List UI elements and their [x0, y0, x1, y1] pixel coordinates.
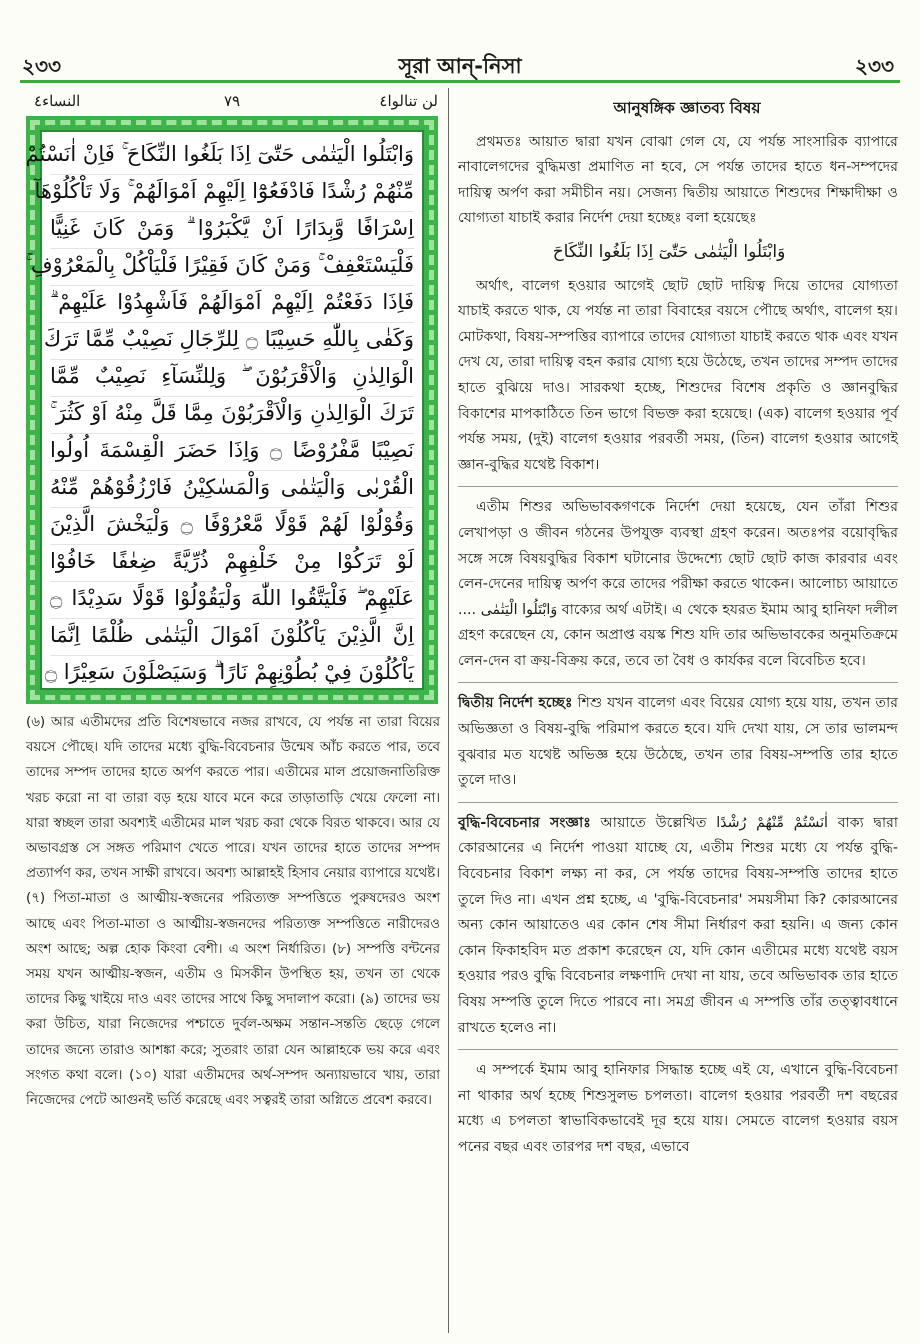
paragraph-body: আয়াতে উল্লেখিত اٰنَسْتُمْ مِّنْهُمْ رُشْدًا বাক্য দ্বারা কোরআনের এ নির্দেশ পাওয়া যাচ্ছে যে, এতীম শিশুর মধ্যে যে পর্যন্ত বুদ্ধি-বিবেচনার বিকাশ লক্ষ্য না কর, সে পর্যন্ত তাদের বিষয়-সম্পত্তি তাদের হাতে তুলে দিও না। এখন প্রশ্ন হচ্ছে, এ 'বুদ্ধি-বিবেচনার' সময়সীমা কি? কোরআনের অন্য কোন আয়াতেও এর কোন শেষ সীমা নির্ধারণ করা হয়নি। এ জন্য কোন কোন ফিকাহবিদ মত প্রকাশ করেছেন যে, যদি কোন এতীমের মধ্যে যথেষ্ট বয়স হওয়ার পরও বুদ্ধি বিবেচনার লক্ষণাদি দেখা না যায়, তবে অভিভাবক তার হাতে বিষয় সম্পত্তি তুলে দিতে পারবে না। সমগ্র জীবন এ সম্পত্তি তাঁর তত্ত্বাবধানে রাখতে হলেও না। — [458, 814, 898, 1036]
quran-line: نَصِيْبًا مَّفْرُوْضًا ۝ وَاِذَا حَضَرَ الْقِسْمَةَ اُولُوا — [50, 430, 414, 471]
juz-label: لن تنالوا٤ — [379, 92, 438, 110]
paragraph — [458, 811, 898, 1041]
quran-line: وَابْتَلُوا الْيَتٰمٰى حَتّٰىٓ اِذَا بَلَغُوا النِّكَاحَ ۚ فَاِنْ اٰنَسْتُمْ — [50, 134, 414, 175]
page-number-right: ২৩৩ — [854, 54, 894, 78]
quran-line: مِّنْهُمْ رُشْدًا فَادْفَعُوْٓا اِلَيْهِمْ اَمْوَالَهُمْ ۚ وَلَا تَاْكُلُوْهَآ — [50, 171, 414, 212]
quran-line: اِسْرَافًا وَّبِدَارًا اَنْ يَّكْبَرُوْا ۗ وَمَنْ كَانَ غَنِيًّا — [50, 208, 414, 249]
divider — [458, 802, 898, 803]
quran-line: اِنَّ الَّذِيْنَ يَاْكُلُوْنَ اَمْوَالَ الْيَتٰمٰى ظُلْمًا اِنَّمَا — [50, 615, 414, 656]
paragraph: এ সম্পর্কে ইমাম আবু হানিফার সিদ্ধান্ত হচ্ছে এই যে, এখানে বুদ্ধি-বিবেচনা না থাকার অর্থ হচ্ছে শিশুসুলভ চপলতা। বালেগ হওয়ার পরবর্তী দশ বছরের মধ্যে এ চপলতা স্বাভাবিকভাবেই দূর হয়ে যায়। সেমতে বালেগ হওয়ার বয়স পনের বছর এবং তারপর দশ বছর, এভাবে — [458, 1062, 898, 1155]
page-number-left: ২৩৩ — [22, 54, 62, 78]
quran-frame — [26, 116, 438, 704]
paragraph-lead: দ্বিতীয় নির্দেশ হচ্ছেঃ — [458, 695, 573, 712]
column-divider — [448, 88, 449, 1333]
divider — [458, 1049, 898, 1050]
paragraph: এতীম শিশুর অভিভাবকগণকে নির্দেশ দেয়া হয়েছে, যেন তাঁরা শিশুর লেখাপড়া ও জীবন গঠনের উপযুক্ত ব্যবস্থা গ্রহণ করেন। অতঃপর বয়োবৃদ্ধির সঙ্গে সঙ্গে বিষয়বুদ্ধির বিকাশ ঘটানোর উদ্দেশ্যে ছোট ছোট কাজ কারবার এবং লেন-দেনের দায়িত্ব অর্পণ করে তাদের পরীক্ষা করতে থাকেন। আলোচ্য আয়াতে .... وَابْتَلُوا الْيَتٰمٰى বাক্যের অর্থ এটাই। এ থেকে হযরত ইমাম আবু হানিফা দলীল গ্রহণ করেছেন যে, কোন অপ্রাপ্ত বয়স্ক শিশু যদি তার অভিভাবকের অনুমতিক্রমে লেন-দেন বা ক্রয়-বিক্রয় করে, তবে তা বৈধ ও কার্যকর বলে বিবেচিত হবে। — [458, 499, 898, 669]
arabic-quote: وَابْتَلُوا الْيَتٰمٰى حَتّٰىٓ اِذَا بَلَغُوا النِّكَاحَ — [552, 241, 786, 262]
running-title: সূরা আন্-নিসা — [398, 54, 522, 78]
quran-line: يَاْكُلُوْنَ فِيْ بُطُوْنِهِمْ نَارًا ۗ وَسَيَصْلَوْنَ سَعِيْرًا ۝ — [44, 660, 414, 684]
quran-line: الْوَالِدٰنِ وَالْاَقْرَبُوْنَ ۖ وَلِلنِّسَآءِ نَصِيْبٌ مِّمَّا — [50, 356, 414, 397]
paragraph-lead: বুদ্ধি-বিবেচনার সংজ্ঞাঃ — [458, 814, 591, 831]
paragraph-body: শিশু যখন বালেগ এবং বিয়ের যোগ্য হয়ে যায়, তখন তার অভিজ্ঞতা ও বিষয়-বুদ্ধি পরিমাপ করতে হবে। যদি দেখা যায়, সে তার ভালমন্দ বুঝবার মত যথেষ্ট অভিজ্ঞ হয়ে উঠেছে, তখন তার বিষয়-সম্পত্তি তার হাতে তুলে দাও। — [458, 695, 898, 789]
quran-line: تَرَكَ الْوَالِدٰنِ وَالْاَقْرَبُوْنَ مِمَّا قَلَّ مِنْهُ اَوْ كَثُرَ ۚ — [50, 393, 414, 434]
section-title: আনুষঙ্গিক জ্ঞাতব্য বিষয় — [613, 99, 761, 117]
quran-text-box — [25, 130, 424, 690]
quran-line: فَاِذَا دَفَعْتُمْ اِلَيْهِمْ اَمْوَالَهُمْ فَاَشْهِدُوْا عَلَيْهِمْ ۗ — [50, 282, 414, 323]
paragraph: প্রথমতঃ আয়াত দ্বারা যখন বোঝা গেল যে, যে পর্যন্ত সাংসারিক ব্যাপারে নাবালেগদের বুদ্ধিমত্তা প্রমাণিত না হবে, সে পর্যন্ত তাদের হাতে ধন-সম্পদের দায়িত্ব অর্পণ করা সমীচীন নয়। সেজন্য দ্বিতীয় আয়াতে শিশুদের শিক্ষাদীক্ষা ও যোগ্যতা যাচাই করার নির্দেশ দেয়া হচ্ছেঃ বলা হয়েছেঃ — [458, 133, 898, 227]
header-rule — [20, 80, 900, 83]
quran-page-number: ٧٩ — [224, 92, 241, 110]
divider — [458, 486, 898, 487]
quran-line: وَقُوْلُوْا لَهُمْ قَوْلًا مَّعْرُوْفًا ۝ وَلْيَخْشَ الَّذِيْنَ — [50, 504, 414, 545]
translation-column: (৬) আর এতীমদের প্রতি বিশেষভাবে নজর রাখবে, যে পর্যন্ত না তারা বিয়ের বয়সে পৌছে। যদি তাদের মধ্যে বুদ্ধি-বিবেচনার উন্মেষ আঁচ করতে পার, তবে তাদের সম্পদ তাদের হাতে অর্পণ করতে পার। এতীমের মাল প্রয়োজনাতিরিক্ত খরচ করো না বা তারা বড় হয়ে যাবে মনে করে তাড়াতাড়ি খেয়ে ফেলো না। যারা স্বচ্ছল তারা অবশ্যই এতীমের মাল খরচ করা থেকে বিরত থাকবে। আর যে অভাবগ্রস্ত সে সঙ্গত পরিমাণ খেতে পারে। যখন তাদের হাতে তাদের সম্পদ প্রত্যার্পণ কর, তখন সাক্ষী রাখবে। অবশ্য আল্লাহই হিসাব নেয়ার ব্যাপারে যথেষ্ট। (৭) পিতা-মাতা ও আত্মীয়-স্বজনের পরিত্যক্ত সম্পত্তিতে পুরুষদেরও অংশ আছে এবং পিতা-মাতা ও আত্মীয়-স্বজনদের পরিত্যক্ত সম্পত্তিতে নারীদেরও অংশ আছে; অল্প হোক কিংবা বেশী। এ অংশ নির্ধারিত। (৮) সম্পত্তি বন্টনের সময় যখন আত্মীয়-স্বজন, এতীম ও মিসকীন উপস্থিত হয়, তখন তা থেকে তাদের কিছু খাইয়ে দাও এবং তাদের সাথে কিছু সদালাপ করো। (৯) তাদের ভয় করা উচিত, যারা নিজেদের পশ্চাতে দুর্বল-অক্ষম সন্তান-সন্ততি ছেড়ে গেলে তাদের জন্যে তারাও আশঙ্কা করে; সুতরাং তারা যেন আল্লাহকে ভয় করে এবং সংগত কথা বলে। (১০) যারা এতীমদের অর্থ-সম্পদ অন্যায়ভাবে খায়, তারা নিজেদের পেটে আগুনই ভর্তি করেছে এবং সত্বরই তারা অগ্নিতে প্রবেশ করবে। — [26, 715, 440, 1109]
commentary-column — [458, 96, 898, 1169]
divider — [458, 682, 898, 683]
quran-line: الْقُرْبٰى وَالْيَتٰمٰى وَالْمَسٰكِيْنُ فَارْزُقُوْهُمْ مِّنْهُ — [50, 467, 414, 508]
quran-line: عَلَيْهِمْ ۖ فَلْيَتَّقُوا اللّٰهَ وَلْيَقُوْلُوْا قَوْلًا سَدِيْدًا ۝ — [50, 578, 414, 619]
paragraph: অর্থাৎ, বালেগ হওয়ার আগেই ছোট ছোট দায়িত্ব দিয়ে তাদের যোগ্যতা যাচাই করতে থাক, যে পর্যন্ত না তারা বিবাহের বয়সে পৌছে অর্থাৎ, বালেগ হয়। মোটকথা, বিষয়-সম্পত্তির ব্যাপারে তাদের যোগ্যতা যাচাই করতে থাক এবং যখন দেখ যে, তারা দায়িত্ব বহন করার যোগ্য হয়ে উঠেছে, তখন তাদের সম্পদ তাদের হাতে বুঝিয়ে দাও। সারকথা হচ্ছে, শিশুদের বিশেষ প্রকৃতি ও জ্ঞানবুদ্ধির বিকাশের মাপকাঠিতে তিন ভাগে বিভক্ত করা হয়েছে। (এক) বালেগ হওয়ার পূর্ব পর্যন্ত সময়, (দুই) বালেগ হওয়ার পরবর্তী সময়, (তিন) বালেগ হওয়ার আগেই জ্ঞান-বুদ্ধির যথেষ্ট বিকাশ। — [458, 277, 898, 473]
surah-label: النساء٤ — [34, 92, 81, 110]
quran-line: فَلْيَسْتَعْفِفْ ۚ وَمَنْ كَانَ فَقِيْرًا فَلْيَاْكُلْ بِالْمَعْرُوْفِ ۚ — [50, 245, 414, 286]
quran-line: وَكَفٰى بِاللّٰهِ حَسِيْبًا ۝ لِلرِّجَالِ نَصِيْبٌ مِّمَّا تَرَكَ — [50, 319, 414, 360]
quran-header — [34, 92, 438, 116]
page-header — [0, 0, 920, 80]
quran-line: لَوْ تَرَكُوْا مِنْ خَلْفِهِمْ ذُرِّيَّةً ضِعٰفًا خَافُوْا — [50, 541, 414, 582]
paragraph — [458, 691, 898, 793]
